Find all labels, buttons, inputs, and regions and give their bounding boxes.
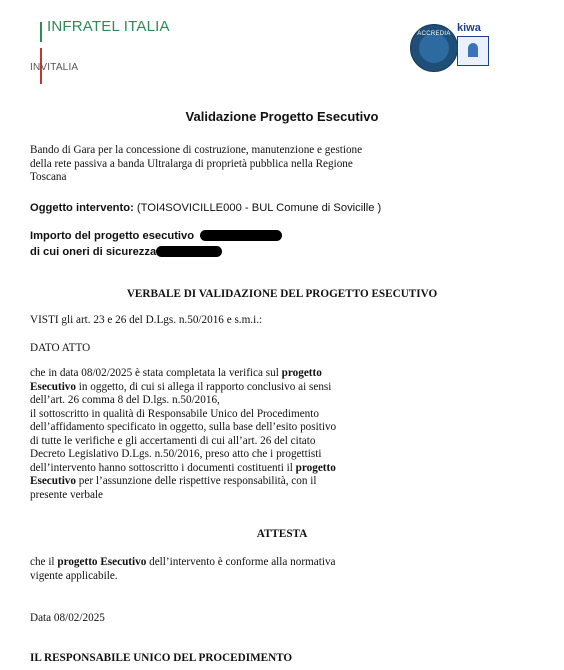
body-line: dell’art. 26 comma 8 del D.lgs. n.50/2016, <box>30 394 220 406</box>
kiwa-label: kiwa <box>457 22 481 34</box>
body-paragraph <box>30 367 540 502</box>
oneri-label: di cui oneri di sicurezza <box>30 246 157 258</box>
body-line: che in data 08/02/2025 è stata completata la verifica sul progetto <box>30 367 322 379</box>
attesta-heading: ATTESTA <box>256 528 308 540</box>
signature-heading: IL RESPONSABILE UNICO DEL PROCEDIMENTO <box>30 652 293 664</box>
kiwa-badge <box>457 22 487 77</box>
intro-line: Toscana <box>30 171 67 183</box>
attesta-paragraph <box>30 556 540 583</box>
visti-line: VISTI gli art. 23 e 26 del D.Lgs. n.50/2016 e s.m.i.: <box>30 314 263 326</box>
oggetto-value: (TOI4SOVICILLE000 - BUL Comune di Sovicille ) <box>136 202 382 214</box>
header-green-bar <box>40 22 42 42</box>
body-line: dell’affidamento specificato in oggetto, sulla base dell’esito positivo <box>30 421 337 433</box>
infratel-logo: INFRATEL ITALIA <box>47 18 170 35</box>
body-line: il sottoscritto in qualità di Responsabile Unico del Procedimento <box>30 407 319 420</box>
body-line: Esecutivo in oggetto, di cui si allega il rapporto conclusivo ai sensi <box>30 380 332 393</box>
body-line: Esecutivo per l’assunzione delle rispettive responsabilità, con il <box>30 475 317 487</box>
oggetto-row <box>30 202 381 214</box>
verbale-heading: VERBALE DI VALIDAZIONE DEL PROGETTO ESECUTIVO <box>126 288 438 300</box>
date-line: Data 08/02/2025 <box>30 612 105 624</box>
body-line: dell’intervento hanno sottoscritto i documenti costituenti il progetto <box>30 461 336 474</box>
body-line: presente verbale <box>30 488 103 501</box>
attesta-line: vigente applicabile. <box>30 569 118 582</box>
intro-paragraph <box>30 144 540 185</box>
accredia-label: ACCREDIA <box>417 31 451 37</box>
intro-line: Bando di Gara per la concessione di costruzione, manutenzione e gestione <box>30 144 363 156</box>
dato-atto-line: DATO ATTO <box>30 342 91 354</box>
importo-label: Importo del progetto esecutivo <box>30 230 195 242</box>
oneri-redaction <box>156 246 222 257</box>
importo-redaction <box>200 230 282 241</box>
body-line: di tutte le verifiche e gli accertamenti di cui all’art. 26 del citato <box>30 434 316 447</box>
accredia-badge <box>410 24 458 72</box>
oggetto-label: Oggetto intervento: <box>30 202 134 214</box>
intro-line: della rete passiva a banda Ultralarga di proprietà pubblica nella Regione <box>30 157 353 170</box>
body-line: Decreto Legislativo D.Lgs. n.50/2016, preso atto che i progettisti <box>30 448 322 460</box>
attesta-line: che il progetto Esecutivo dell’intervento è conforme alla normativa <box>30 556 336 568</box>
document-title: Validazione Progetto Esecutivo <box>185 109 379 124</box>
invitalia-logo: INVITALIA <box>30 62 79 73</box>
